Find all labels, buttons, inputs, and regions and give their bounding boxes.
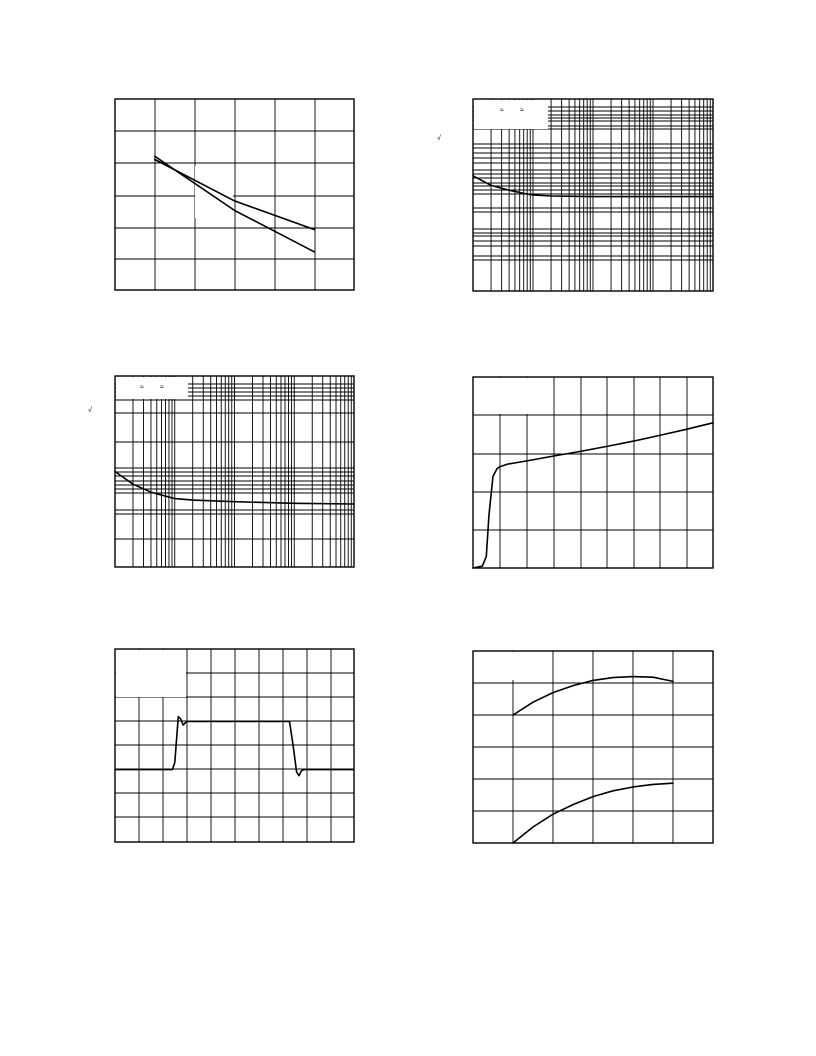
- legend-glyph: ≈: [500, 107, 504, 114]
- chart-1-decay-lines: [115, 99, 354, 290]
- legend-glyph: ≈: [520, 107, 524, 114]
- legend-area: [474, 652, 514, 680]
- chart-4-step-rise-curve: [473, 377, 713, 568]
- chart-6-two-curves: [473, 651, 713, 843]
- legend-area: [195, 166, 233, 218]
- legend-glyph: √: [88, 407, 92, 414]
- series-2-line: [155, 156, 314, 252]
- legend-glyph: ≈: [140, 384, 144, 391]
- legend-area: [474, 378, 552, 414]
- legend-glyph: ≈: [160, 384, 164, 391]
- chart-3-log-frequency-curve: [88, 376, 354, 567]
- series-1-line: [155, 160, 314, 230]
- legend-area: [116, 650, 186, 697]
- legend-area: [474, 100, 548, 129]
- legend-area: [116, 377, 188, 399]
- legend-glyph: √: [437, 135, 441, 142]
- plot-frame: [115, 99, 354, 290]
- chart-5-pulse-response: [115, 649, 354, 842]
- series-1-line: [115, 717, 354, 776]
- chart-2-log-frequency-curve: [437, 99, 713, 291]
- series-1-line: [473, 423, 713, 568]
